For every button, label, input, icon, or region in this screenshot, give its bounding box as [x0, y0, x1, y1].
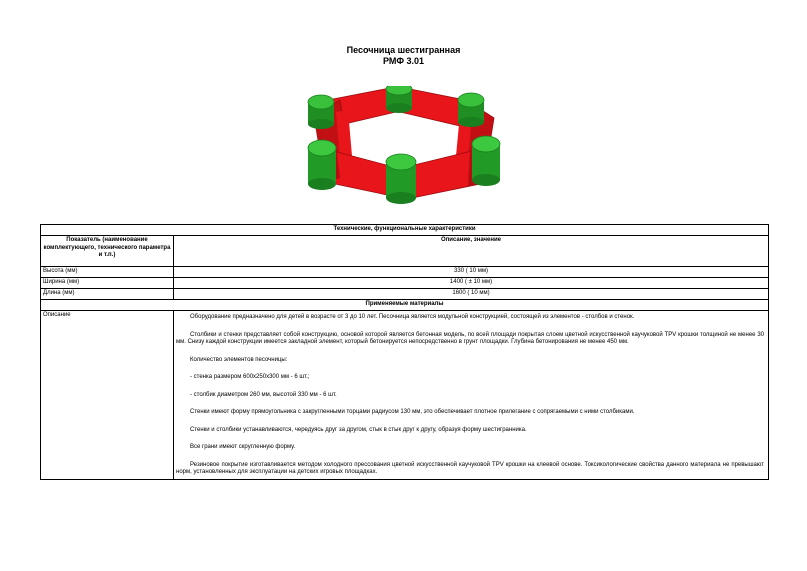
specification-table [40, 224, 769, 480]
table-row [41, 289, 769, 300]
paragraph: Стенки и столбики устанавливаются, чередуясь друг за другом, стык в стык друг к другу, образуя форму шестигранника. [190, 426, 527, 433]
row-value-length: 1600 ( 10 мм) [174, 289, 769, 300]
paragraph: Столбики и стенки представляет собой конструкцию, основой которой является бетонная модель, по всей площади покрытая слоем цветной искусственной каучуковой TPV крошки толщиной не менее 30 мм. Снизу каждой конструкции имеется закладной элемент, который бетонируется непосредственно в грунт площадки. Глубина бетонирования не менее 450 мм. [176, 331, 765, 345]
row-label-height: Высота (мм) [41, 267, 174, 278]
section-technical-header: Технические, функциональные характеристики [41, 225, 769, 236]
paragraph: Все грани имеют скругленную форму. [190, 444, 296, 450]
paragraph: Количество элементов песочницы: [190, 356, 288, 363]
row-value-height: 330 ( 10 мм) [174, 267, 769, 278]
description-label: Описание [41, 311, 174, 480]
paragraph: - столбик диаметром 260 мм, высотой 330 мм - 6 шт. [190, 391, 337, 398]
section-materials-header: Применяемые материалы [41, 300, 769, 311]
row-label-length: Длина (мм) [41, 289, 174, 300]
document-title [0, 45, 807, 67]
column-header-value: Описание, значение [174, 236, 769, 267]
paragraph: Резиновое покрытие изготавливается методом холодного прессования цветной искусственной каучуковой TPV крошки на клеевой основе. Токсикологические свойства данного материала не превышают норм, установленных для эксплуатации на детских игровых площадках. [176, 461, 765, 475]
paragraph: - стенка размером 600х250х300 мм - 6 шт.; [190, 374, 310, 380]
title-line-2: РМФ 3.01 [382, 56, 425, 66]
paragraph: Стенки имеют форму прямоугольника с закругленными торцами радиусом 130 мм, это обеспечивает плотное прилегание с сопрягаемыми с ними столбиками. [190, 409, 635, 415]
title-line-1: Песочница шестигранная [346, 45, 461, 55]
row-value-width: 1400 ( ± 10 мм) [174, 278, 769, 289]
description-text [174, 311, 769, 480]
row-label-width: Ширина (мм) [41, 278, 174, 289]
column-header-parameter: Показатель (наименование комплектующего, технического параметра и т.п.) [41, 236, 174, 267]
hexagonal-sandbox-illustration-icon [300, 86, 506, 204]
table-row [41, 278, 769, 289]
table-row [41, 267, 769, 278]
paragraph: Оборудование предназначено для детей в возрасте от 3 до 10 лет. Песочница является модульной конструкцией, состоящей из элементов - столбов и стенок. [190, 314, 635, 320]
